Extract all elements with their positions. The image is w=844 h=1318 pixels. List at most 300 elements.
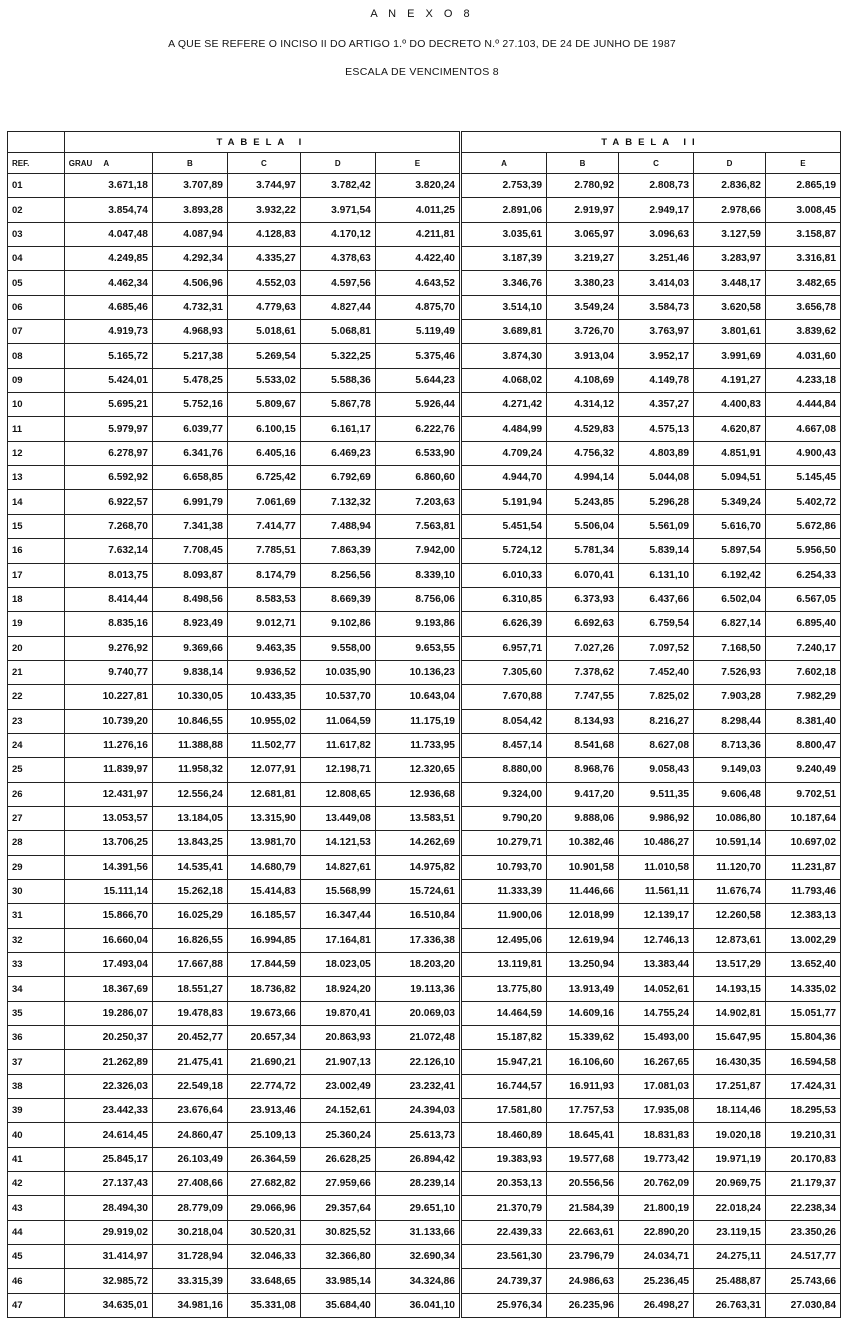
table2-value-cell: 5.402,72	[765, 490, 840, 514]
table1-value-cell: 3.671,18	[64, 174, 152, 198]
table1-value-cell: 16.660,04	[64, 928, 152, 952]
table1-value-cell: 8.498,56	[152, 587, 227, 611]
table1-value-cell: 14.391,56	[64, 855, 152, 879]
table1-value-cell: 12.431,97	[64, 782, 152, 806]
ref-cell: 14	[8, 490, 65, 514]
table1-value-cell: 28.239,14	[375, 1172, 460, 1196]
table1-value-cell: 19.286,07	[64, 1001, 152, 1025]
table1-value-cell: 21.262,89	[64, 1050, 152, 1074]
table1-value-cell: 3.854,74	[64, 198, 152, 222]
table2-value-cell: 3.801,61	[694, 320, 766, 344]
ref-cell: 36	[8, 1026, 65, 1050]
table1-value-cell: 10.955,02	[227, 709, 300, 733]
table1-value-cell: 15.866,70	[64, 904, 152, 928]
table2-value-cell: 20.353,13	[460, 1172, 546, 1196]
table1-value-cell: 8.256,56	[300, 563, 375, 587]
table1-value-cell: 11.064,59	[300, 709, 375, 733]
table1-value-cell: 24.394,03	[375, 1099, 460, 1123]
table2-value-cell: 3.549,24	[547, 295, 619, 319]
ref-cell: 45	[8, 1245, 65, 1269]
table1-value-cell: 12.320,65	[375, 758, 460, 782]
table1-value-cell: 17.667,88	[152, 953, 227, 977]
table2-value-cell: 6.626,39	[460, 612, 546, 636]
table1-value-cell: 4.462,34	[64, 271, 152, 295]
table2-value-cell: 10.697,02	[765, 831, 840, 855]
table2-value-cell: 18.460,89	[460, 1123, 546, 1147]
table1-value-cell: 4.732,31	[152, 295, 227, 319]
table1-value-cell: 16.994,85	[227, 928, 300, 952]
table1-value-cell: 14.827,61	[300, 855, 375, 879]
table1-value-cell: 24.152,61	[300, 1099, 375, 1123]
table-row	[8, 660, 841, 684]
table2-value-cell: 7.747,55	[547, 685, 619, 709]
table1-value-cell: 9.838,14	[152, 660, 227, 684]
table2-value-cell: 7.097,52	[619, 636, 694, 660]
ref-cell: 05	[8, 271, 65, 295]
table2-value-cell: 3.008,45	[765, 198, 840, 222]
table2-value-cell: 9.511,35	[619, 782, 694, 806]
table2-value-cell: 7.027,26	[547, 636, 619, 660]
table2-value-cell: 6.827,14	[694, 612, 766, 636]
table1-value-cell: 36.041,10	[375, 1293, 460, 1317]
table1-value-cell: 31.133,66	[375, 1220, 460, 1244]
table2-value-cell: 21.584,39	[547, 1196, 619, 1220]
table2-value-cell: 5.672,86	[765, 514, 840, 538]
table2-value-cell: 7.526,93	[694, 660, 766, 684]
table1-value-cell: 6.469,23	[300, 441, 375, 465]
table2-value-cell: 4.803,89	[619, 441, 694, 465]
table2-value-cell: 14.052,61	[619, 977, 694, 1001]
table-row	[8, 977, 841, 1001]
table2-value-cell: 16.106,60	[547, 1050, 619, 1074]
table2-value-cell: 3.127,59	[694, 222, 766, 246]
table2-value-cell: 7.903,28	[694, 685, 766, 709]
table2-value-cell: 15.647,95	[694, 1026, 766, 1050]
table1-value-cell: 33.648,65	[227, 1269, 300, 1293]
table-row	[8, 466, 841, 490]
table2-value-cell: 4.575,13	[619, 417, 694, 441]
ref-spacer	[8, 132, 65, 153]
table1-value-cell: 18.551,27	[152, 977, 227, 1001]
table-row	[8, 1245, 841, 1269]
table1-value-cell: 4.506,96	[152, 271, 227, 295]
table1-value-cell: 21.475,41	[152, 1050, 227, 1074]
table2-value-cell: 23.119,15	[694, 1220, 766, 1244]
table2-value-cell: 8.713,36	[694, 733, 766, 757]
table1-value-cell: 8.669,39	[300, 587, 375, 611]
table2-value-cell: 4.444,84	[765, 393, 840, 417]
ref-cell: 20	[8, 636, 65, 660]
table2-value-cell: 12.746,13	[619, 928, 694, 952]
table-row	[8, 1123, 841, 1147]
grau-header	[64, 153, 152, 174]
table1-value-cell: 6.278,97	[64, 441, 152, 465]
table1-value-cell: 23.232,41	[375, 1074, 460, 1098]
ref-cell: 12	[8, 441, 65, 465]
table1-value-cell: 13.706,25	[64, 831, 152, 855]
table2-value-cell: 6.437,66	[619, 587, 694, 611]
table1-value-cell: 18.367,69	[64, 977, 152, 1001]
table2-value-cell: 7.168,50	[694, 636, 766, 660]
table2-value-cell: 13.913,49	[547, 977, 619, 1001]
table2-value-cell: 3.952,17	[619, 344, 694, 368]
table1-value-cell: 3.707,89	[152, 174, 227, 198]
table2-value-cell: 21.370,79	[460, 1196, 546, 1220]
table1-value-cell: 4.087,94	[152, 222, 227, 246]
table2-value-cell: 24.986,63	[547, 1269, 619, 1293]
table2-value-cell: 7.240,17	[765, 636, 840, 660]
table2-value-cell: 21.179,37	[765, 1172, 840, 1196]
table1-value-cell: 5.926,44	[375, 393, 460, 417]
table-row	[8, 953, 841, 977]
table1-value-cell: 6.533,90	[375, 441, 460, 465]
table1-value-cell: 24.614,45	[64, 1123, 152, 1147]
table-row	[8, 904, 841, 928]
table1-value-cell: 14.680,79	[227, 855, 300, 879]
table2-value-cell: 16.430,35	[694, 1050, 766, 1074]
table2-value-cell: 15.804,36	[765, 1026, 840, 1050]
table2-value-cell: 6.759,54	[619, 612, 694, 636]
table1-value-cell: 11.958,32	[152, 758, 227, 782]
table2-value-cell: 15.947,21	[460, 1050, 546, 1074]
table2-value-cell: 5.044,08	[619, 466, 694, 490]
table1-value-cell: 8.756,06	[375, 587, 460, 611]
table2-value-cell: 4.233,18	[765, 368, 840, 392]
table1-value-cell: 34.981,16	[152, 1293, 227, 1317]
table1-value-cell: 6.222,76	[375, 417, 460, 441]
table2-value-cell: 11.446,66	[547, 879, 619, 903]
table1-value-cell: 24.860,47	[152, 1123, 227, 1147]
table1-value-cell: 31.414,97	[64, 1245, 152, 1269]
table1-value-cell: 7.863,39	[300, 539, 375, 563]
table1-value-cell: 10.035,90	[300, 660, 375, 684]
table1-value-cell: 6.161,17	[300, 417, 375, 441]
table2-value-cell: 8.054,42	[460, 709, 546, 733]
table2-value-cell: 8.134,93	[547, 709, 619, 733]
ref-cell: 02	[8, 198, 65, 222]
col-header-t1: D	[300, 153, 375, 174]
table-row	[8, 1099, 841, 1123]
table1-value-cell: 6.100,15	[227, 417, 300, 441]
table1-value-cell: 34.324,86	[375, 1269, 460, 1293]
table2-value-cell: 7.378,62	[547, 660, 619, 684]
table2-value-cell: 4.900,43	[765, 441, 840, 465]
ref-cell: 29	[8, 855, 65, 879]
table1-value-cell: 5.068,81	[300, 320, 375, 344]
table2-value-cell: 17.581,80	[460, 1099, 546, 1123]
table2-value-cell: 21.800,19	[619, 1196, 694, 1220]
table1-value-cell: 17.844,59	[227, 953, 300, 977]
table-row	[8, 928, 841, 952]
table2-value-cell: 3.065,97	[547, 222, 619, 246]
table1-value-cell: 35.684,40	[300, 1293, 375, 1317]
table1-value-cell: 26.628,25	[300, 1147, 375, 1171]
table1-value-cell: 7.708,45	[152, 539, 227, 563]
ref-cell: 21	[8, 660, 65, 684]
ref-cell: 16	[8, 539, 65, 563]
table2-value-cell: 13.383,44	[619, 953, 694, 977]
table1-value-cell: 4.211,81	[375, 222, 460, 246]
table2-value-cell: 26.498,27	[619, 1293, 694, 1317]
table2-value-cell: 11.010,58	[619, 855, 694, 879]
table1-value-cell: 13.315,90	[227, 806, 300, 830]
table2-value-cell: 3.283,97	[694, 247, 766, 271]
table1-value-cell: 12.077,91	[227, 758, 300, 782]
table1-value-cell: 5.269,54	[227, 344, 300, 368]
table2-value-cell: 2.836,82	[694, 174, 766, 198]
table1-value-cell: 25.109,13	[227, 1123, 300, 1147]
table2-value-cell: 6.192,42	[694, 563, 766, 587]
table1-value-cell: 5.119,49	[375, 320, 460, 344]
table2-value-cell: 8.457,14	[460, 733, 546, 757]
table2-value-cell: 10.486,27	[619, 831, 694, 855]
annex-reference: A QUE SE REFERE O INCISO II DO ARTIGO 1.º DO DECRETO N.º 27.103, DE 24 DE JUNHO DE 1987	[168, 38, 676, 50]
table2-value-cell: 24.517,77	[765, 1245, 840, 1269]
ref-cell: 18	[8, 587, 65, 611]
table-row	[8, 490, 841, 514]
table1-value-cell: 15.262,18	[152, 879, 227, 903]
table1-value-cell: 26.103,49	[152, 1147, 227, 1171]
table1-value-cell: 7.488,94	[300, 514, 375, 538]
table2-value-cell: 10.279,71	[460, 831, 546, 855]
table2-value-cell: 16.744,57	[460, 1074, 546, 1098]
table-row	[8, 174, 841, 198]
table1-value-cell: 9.936,52	[227, 660, 300, 684]
table2-value-cell: 8.968,76	[547, 758, 619, 782]
table-row	[8, 393, 841, 417]
table-row	[8, 198, 841, 222]
table1-value-cell: 3.893,28	[152, 198, 227, 222]
table2-value-cell: 6.502,04	[694, 587, 766, 611]
table1-value-cell: 7.414,77	[227, 514, 300, 538]
ref-cell: 41	[8, 1147, 65, 1171]
table1-value-cell: 5.478,25	[152, 368, 227, 392]
table2-value-cell: 13.775,80	[460, 977, 546, 1001]
table1-value-cell: 35.331,08	[227, 1293, 300, 1317]
ref-cell: 43	[8, 1196, 65, 1220]
col-header-t1: E	[375, 153, 460, 174]
table1-value-cell: 28.494,30	[64, 1196, 152, 1220]
table2-value-cell: 4.108,69	[547, 368, 619, 392]
table1-value-cell: 7.268,70	[64, 514, 152, 538]
table1-value-cell: 18.924,20	[300, 977, 375, 1001]
table1-value-cell: 3.782,42	[300, 174, 375, 198]
ref-cell: 33	[8, 953, 65, 977]
table2-value-cell: 22.439,33	[460, 1220, 546, 1244]
col-header-t1: C	[227, 153, 300, 174]
table2-value-cell: 4.709,24	[460, 441, 546, 465]
col-header-t1: B	[152, 153, 227, 174]
ref-cell: 23	[8, 709, 65, 733]
col-header-t1: A	[103, 158, 110, 168]
table2-value-cell: 4.756,32	[547, 441, 619, 465]
table2-value-cell: 4.314,12	[547, 393, 619, 417]
table2-value-cell: 6.310,85	[460, 587, 546, 611]
ref-cell: 25	[8, 758, 65, 782]
table2-value-cell: 17.757,53	[547, 1099, 619, 1123]
table2-value-cell: 18.114,46	[694, 1099, 766, 1123]
table1-value-cell: 34.635,01	[64, 1293, 152, 1317]
table1-value-cell: 5.322,25	[300, 344, 375, 368]
table-row	[8, 587, 841, 611]
table1-value-cell: 7.785,51	[227, 539, 300, 563]
table2-value-cell: 12.260,58	[694, 904, 766, 928]
table2-value-cell: 20.556,56	[547, 1172, 619, 1196]
table2-value-cell: 11.333,39	[460, 879, 546, 903]
table2-value-cell: 8.541,68	[547, 733, 619, 757]
table2-value-cell: 25.976,34	[460, 1293, 546, 1317]
table1-value-cell: 13.843,25	[152, 831, 227, 855]
table2-value-cell: 5.451,54	[460, 514, 546, 538]
table1-value-cell: 30.218,04	[152, 1220, 227, 1244]
table1-value-cell: 5.809,67	[227, 393, 300, 417]
table2-value-cell: 10.187,64	[765, 806, 840, 830]
table2-value-cell: 6.373,93	[547, 587, 619, 611]
table1-value-cell: 6.405,16	[227, 441, 300, 465]
table1-value-cell: 4.011,25	[375, 198, 460, 222]
table2-value-cell: 13.002,29	[765, 928, 840, 952]
table1-value-cell: 20.250,37	[64, 1026, 152, 1050]
table2-value-cell: 13.652,40	[765, 953, 840, 977]
table2-value-cell: 25.236,45	[619, 1269, 694, 1293]
table2-value-cell: 7.670,88	[460, 685, 546, 709]
table2-value-cell: 2.808,73	[619, 174, 694, 198]
table1-value-cell: 19.478,83	[152, 1001, 227, 1025]
table1-value-cell: 13.184,05	[152, 806, 227, 830]
ref-cell: 42	[8, 1172, 65, 1196]
col-header-t2: B	[547, 153, 619, 174]
table1-value-cell: 15.414,83	[227, 879, 300, 903]
table1-value-cell: 23.442,33	[64, 1099, 152, 1123]
table1-value-cell: 5.165,72	[64, 344, 152, 368]
table-row	[8, 247, 841, 271]
table1-value-cell: 5.533,02	[227, 368, 300, 392]
table1-value-cell: 18.023,05	[300, 953, 375, 977]
table2-value-cell: 14.335,02	[765, 977, 840, 1001]
table1-value-cell: 14.535,41	[152, 855, 227, 879]
ref-cell: 11	[8, 417, 65, 441]
table1-value-cell: 4.643,52	[375, 271, 460, 295]
table1-value-cell: 13.449,08	[300, 806, 375, 830]
table2-value-cell: 6.895,40	[765, 612, 840, 636]
table-row	[8, 1196, 841, 1220]
table2-value-cell: 9.149,03	[694, 758, 766, 782]
table1-value-cell: 4.919,73	[64, 320, 152, 344]
table2-value-cell: 5.243,85	[547, 490, 619, 514]
table2-value-cell: 3.251,46	[619, 247, 694, 271]
table1-value-cell: 14.121,53	[300, 831, 375, 855]
table2-value-cell: 3.514,10	[460, 295, 546, 319]
ref-header: REF.	[8, 153, 65, 174]
table2-value-cell: 3.316,81	[765, 247, 840, 271]
salary-scale-table	[7, 131, 841, 1318]
ref-cell: 03	[8, 222, 65, 246]
table1-value-cell: 23.002,49	[300, 1074, 375, 1098]
table1-value-cell: 13.583,51	[375, 806, 460, 830]
table1-value-cell: 5.695,21	[64, 393, 152, 417]
table2-value-cell: 4.484,99	[460, 417, 546, 441]
table2-value-cell: 6.131,10	[619, 563, 694, 587]
table2-value-cell: 2.865,19	[765, 174, 840, 198]
table1-value-cell: 32.046,33	[227, 1245, 300, 1269]
table2-value-cell: 22.890,20	[619, 1220, 694, 1244]
table1-value-cell: 9.193,86	[375, 612, 460, 636]
table1-title: TABELA I	[64, 132, 460, 153]
table1-value-cell: 14.262,69	[375, 831, 460, 855]
table2-value-cell: 8.880,00	[460, 758, 546, 782]
table2-value-cell: 6.010,33	[460, 563, 546, 587]
ref-cell: 38	[8, 1074, 65, 1098]
table1-value-cell: 10.739,20	[64, 709, 152, 733]
table-row	[8, 1001, 841, 1025]
table2-value-cell: 20.170,83	[765, 1147, 840, 1171]
table1-value-cell: 32.366,80	[300, 1245, 375, 1269]
table2-value-cell: 3.158,87	[765, 222, 840, 246]
ref-cell: 37	[8, 1050, 65, 1074]
table-row	[8, 782, 841, 806]
table1-value-cell: 25.845,17	[64, 1147, 152, 1171]
table2-value-cell: 16.594,58	[765, 1050, 840, 1074]
table2-value-cell: 16.267,65	[619, 1050, 694, 1074]
table2-value-cell: 5.145,45	[765, 466, 840, 490]
table2-value-cell: 3.991,69	[694, 344, 766, 368]
table2-value-cell: 27.030,84	[765, 1293, 840, 1317]
table-row	[8, 1172, 841, 1196]
table1-value-cell: 16.826,55	[152, 928, 227, 952]
table1-value-cell: 4.047,48	[64, 222, 152, 246]
table1-value-cell: 15.111,14	[64, 879, 152, 903]
table2-value-cell: 26.763,31	[694, 1293, 766, 1317]
table2-value-cell: 2.753,39	[460, 174, 546, 198]
table1-value-cell: 22.326,03	[64, 1074, 152, 1098]
table1-value-cell: 18.736,82	[227, 977, 300, 1001]
table2-value-cell: 5.506,04	[547, 514, 619, 538]
table-row	[8, 733, 841, 757]
table2-value-cell: 24.034,71	[619, 1245, 694, 1269]
ref-cell: 32	[8, 928, 65, 952]
table1-value-cell: 32.690,34	[375, 1245, 460, 1269]
table1-value-cell: 17.336,38	[375, 928, 460, 952]
table2-value-cell: 25.488,87	[694, 1269, 766, 1293]
table2-value-cell: 19.383,93	[460, 1147, 546, 1171]
table2-value-cell: 9.058,43	[619, 758, 694, 782]
table2-value-cell: 7.452,40	[619, 660, 694, 684]
table-row	[8, 806, 841, 830]
table-row	[8, 417, 841, 441]
table-row	[8, 612, 841, 636]
table1-value-cell: 6.991,79	[152, 490, 227, 514]
table1-value-cell: 4.968,93	[152, 320, 227, 344]
table2-value-cell: 10.793,70	[460, 855, 546, 879]
table1-value-cell: 33.315,39	[152, 1269, 227, 1293]
table1-value-cell: 20.863,93	[300, 1026, 375, 1050]
table1-value-cell: 5.979,97	[64, 417, 152, 441]
ref-cell: 26	[8, 782, 65, 806]
table-row	[8, 1050, 841, 1074]
ref-cell: 15	[8, 514, 65, 538]
table1-value-cell: 11.276,16	[64, 733, 152, 757]
table2-value-cell: 3.187,39	[460, 247, 546, 271]
table1-value-cell: 27.682,82	[227, 1172, 300, 1196]
table1-value-cell: 11.839,97	[64, 758, 152, 782]
table2-value-cell: 7.982,29	[765, 685, 840, 709]
table1-value-cell: 11.733,95	[375, 733, 460, 757]
table1-value-cell: 5.588,36	[300, 368, 375, 392]
table1-value-cell: 9.276,92	[64, 636, 152, 660]
table1-value-cell: 16.025,29	[152, 904, 227, 928]
table-row	[8, 368, 841, 392]
table1-value-cell: 21.907,13	[300, 1050, 375, 1074]
